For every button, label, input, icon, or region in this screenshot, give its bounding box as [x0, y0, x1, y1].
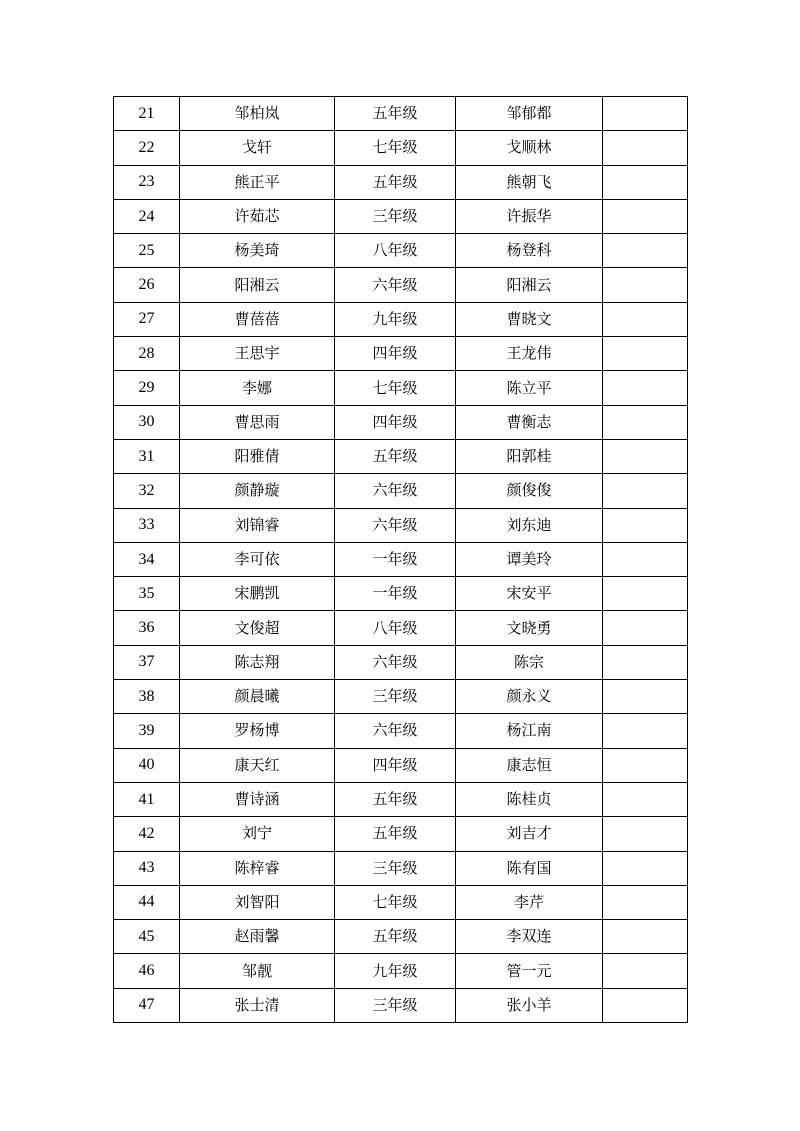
- cell-note: [603, 988, 688, 1022]
- cell-parent-name: 邹郁都: [456, 97, 603, 131]
- cell-note: [603, 337, 688, 371]
- cell-student-name: 许茹芯: [180, 199, 335, 233]
- cell-student-name: 李娜: [180, 371, 335, 405]
- cell-grade: 四年级: [335, 405, 456, 439]
- cell-student-name: 罗杨博: [180, 714, 335, 748]
- cell-note: [603, 851, 688, 885]
- cell-grade: 五年级: [335, 920, 456, 954]
- cell-note: [603, 542, 688, 576]
- cell-student-name: 曹思雨: [180, 405, 335, 439]
- cell-parent-name: 陈桂贞: [456, 782, 603, 816]
- cell-number: 33: [114, 508, 180, 542]
- cell-student-name: 陈梓睿: [180, 851, 335, 885]
- cell-grade: 七年级: [335, 885, 456, 919]
- table-row: [114, 131, 688, 165]
- cell-student-name: 戈轩: [180, 131, 335, 165]
- table-row: [114, 748, 688, 782]
- cell-grade: 四年级: [335, 337, 456, 371]
- cell-parent-name: 康志恒: [456, 748, 603, 782]
- table-row: [114, 302, 688, 336]
- table-row: [114, 268, 688, 302]
- cell-parent-name: 陈有国: [456, 851, 603, 885]
- cell-note: [603, 131, 688, 165]
- cell-student-name: 陈志翔: [180, 645, 335, 679]
- cell-student-name: 阳湘云: [180, 268, 335, 302]
- cell-grade: 六年级: [335, 508, 456, 542]
- cell-parent-name: 张小羊: [456, 988, 603, 1022]
- cell-parent-name: 王龙伟: [456, 337, 603, 371]
- cell-grade: 一年级: [335, 577, 456, 611]
- cell-note: [603, 97, 688, 131]
- cell-note: [603, 782, 688, 816]
- cell-grade: 八年级: [335, 234, 456, 268]
- cell-student-name: 刘智阳: [180, 885, 335, 919]
- table-row: [114, 782, 688, 816]
- cell-student-name: 刘锦睿: [180, 508, 335, 542]
- cell-parent-name: 谭美玲: [456, 542, 603, 576]
- cell-note: [603, 954, 688, 988]
- table-row: [114, 439, 688, 473]
- cell-parent-name: 文晓勇: [456, 611, 603, 645]
- cell-grade: 一年级: [335, 542, 456, 576]
- cell-number: 32: [114, 474, 180, 508]
- cell-parent-name: 阳湘云: [456, 268, 603, 302]
- table-row: [114, 405, 688, 439]
- cell-number: 35: [114, 577, 180, 611]
- cell-parent-name: 颜永义: [456, 680, 603, 714]
- cell-grade: 九年级: [335, 954, 456, 988]
- cell-note: [603, 508, 688, 542]
- cell-number: 37: [114, 645, 180, 679]
- cell-parent-name: 许振华: [456, 199, 603, 233]
- cell-parent-name: 曹晓文: [456, 302, 603, 336]
- cell-number: 46: [114, 954, 180, 988]
- cell-number: 39: [114, 714, 180, 748]
- cell-note: [603, 474, 688, 508]
- cell-note: [603, 302, 688, 336]
- cell-number: 24: [114, 199, 180, 233]
- cell-grade: 三年级: [335, 680, 456, 714]
- cell-number: 42: [114, 817, 180, 851]
- table-row: [114, 474, 688, 508]
- cell-note: [603, 268, 688, 302]
- cell-note: [603, 920, 688, 954]
- cell-grade: 六年级: [335, 714, 456, 748]
- cell-grade: 三年级: [335, 851, 456, 885]
- cell-parent-name: 颜俊俊: [456, 474, 603, 508]
- cell-grade: 五年级: [335, 165, 456, 199]
- cell-note: [603, 611, 688, 645]
- cell-note: [603, 714, 688, 748]
- table-row: [114, 337, 688, 371]
- cell-number: 26: [114, 268, 180, 302]
- cell-parent-name: 刘吉才: [456, 817, 603, 851]
- table-row: [114, 577, 688, 611]
- cell-number: 38: [114, 680, 180, 714]
- cell-grade: 六年级: [335, 474, 456, 508]
- cell-student-name: 颜晨曦: [180, 680, 335, 714]
- cell-number: 41: [114, 782, 180, 816]
- cell-number: 34: [114, 542, 180, 576]
- table-row: [114, 199, 688, 233]
- cell-grade: 七年级: [335, 131, 456, 165]
- cell-grade: 三年级: [335, 199, 456, 233]
- table-row: [114, 851, 688, 885]
- cell-parent-name: 李芹: [456, 885, 603, 919]
- cell-number: 45: [114, 920, 180, 954]
- cell-student-name: 杨美琦: [180, 234, 335, 268]
- cell-grade: 六年级: [335, 268, 456, 302]
- cell-number: 31: [114, 439, 180, 473]
- table-row: [114, 680, 688, 714]
- table-row: [114, 954, 688, 988]
- cell-student-name: 颜静璇: [180, 474, 335, 508]
- cell-grade: 五年级: [335, 782, 456, 816]
- cell-student-name: 王思宇: [180, 337, 335, 371]
- cell-note: [603, 199, 688, 233]
- cell-student-name: 熊正平: [180, 165, 335, 199]
- table-row: [114, 234, 688, 268]
- cell-number: 27: [114, 302, 180, 336]
- table-row: [114, 542, 688, 576]
- table-row: [114, 714, 688, 748]
- cell-note: [603, 885, 688, 919]
- cell-number: 21: [114, 97, 180, 131]
- table-row: [114, 645, 688, 679]
- cell-grade: 八年级: [335, 611, 456, 645]
- table-row: [114, 508, 688, 542]
- table-row: [114, 97, 688, 131]
- cell-grade: 六年级: [335, 645, 456, 679]
- cell-parent-name: 李双连: [456, 920, 603, 954]
- cell-parent-name: 杨江南: [456, 714, 603, 748]
- cell-note: [603, 645, 688, 679]
- table-row: [114, 611, 688, 645]
- table-row: [114, 817, 688, 851]
- cell-number: 36: [114, 611, 180, 645]
- cell-grade: 七年级: [335, 371, 456, 405]
- roster-table-body: [114, 97, 688, 1023]
- cell-student-name: 邹靓: [180, 954, 335, 988]
- cell-student-name: 康天红: [180, 748, 335, 782]
- cell-parent-name: 杨登科: [456, 234, 603, 268]
- cell-number: 43: [114, 851, 180, 885]
- cell-number: 30: [114, 405, 180, 439]
- table-row: [114, 988, 688, 1022]
- cell-student-name: 李可依: [180, 542, 335, 576]
- cell-note: [603, 371, 688, 405]
- cell-number: 40: [114, 748, 180, 782]
- cell-grade: 三年级: [335, 988, 456, 1022]
- cell-note: [603, 748, 688, 782]
- cell-student-name: 赵雨馨: [180, 920, 335, 954]
- cell-parent-name: 熊朝飞: [456, 165, 603, 199]
- roster-table: [113, 96, 688, 1023]
- table-row: [114, 165, 688, 199]
- cell-grade: 五年级: [335, 439, 456, 473]
- cell-student-name: 曹蓓蓓: [180, 302, 335, 336]
- cell-student-name: 邹柏岚: [180, 97, 335, 131]
- cell-parent-name: 陈宗: [456, 645, 603, 679]
- cell-number: 23: [114, 165, 180, 199]
- cell-grade: 五年级: [335, 97, 456, 131]
- cell-note: [603, 234, 688, 268]
- cell-note: [603, 680, 688, 714]
- cell-student-name: 刘宁: [180, 817, 335, 851]
- cell-number: 29: [114, 371, 180, 405]
- cell-note: [603, 817, 688, 851]
- cell-parent-name: 管一元: [456, 954, 603, 988]
- cell-note: [603, 577, 688, 611]
- cell-note: [603, 165, 688, 199]
- cell-parent-name: 宋安平: [456, 577, 603, 611]
- cell-student-name: 宋鹏凯: [180, 577, 335, 611]
- cell-parent-name: 阳郭桂: [456, 439, 603, 473]
- cell-number: 44: [114, 885, 180, 919]
- cell-parent-name: 曹衡志: [456, 405, 603, 439]
- cell-student-name: 曹诗涵: [180, 782, 335, 816]
- cell-parent-name: 戈顺林: [456, 131, 603, 165]
- cell-grade: 四年级: [335, 748, 456, 782]
- cell-student-name: 阳雅倩: [180, 439, 335, 473]
- cell-grade: 九年级: [335, 302, 456, 336]
- cell-note: [603, 405, 688, 439]
- cell-note: [603, 439, 688, 473]
- table-row: [114, 920, 688, 954]
- cell-student-name: 张士清: [180, 988, 335, 1022]
- cell-parent-name: 陈立平: [456, 371, 603, 405]
- cell-parent-name: 刘东迪: [456, 508, 603, 542]
- cell-number: 22: [114, 131, 180, 165]
- cell-student-name: 文俊超: [180, 611, 335, 645]
- cell-grade: 五年级: [335, 817, 456, 851]
- cell-number: 47: [114, 988, 180, 1022]
- cell-number: 28: [114, 337, 180, 371]
- cell-number: 25: [114, 234, 180, 268]
- table-row: [114, 371, 688, 405]
- table-row: [114, 885, 688, 919]
